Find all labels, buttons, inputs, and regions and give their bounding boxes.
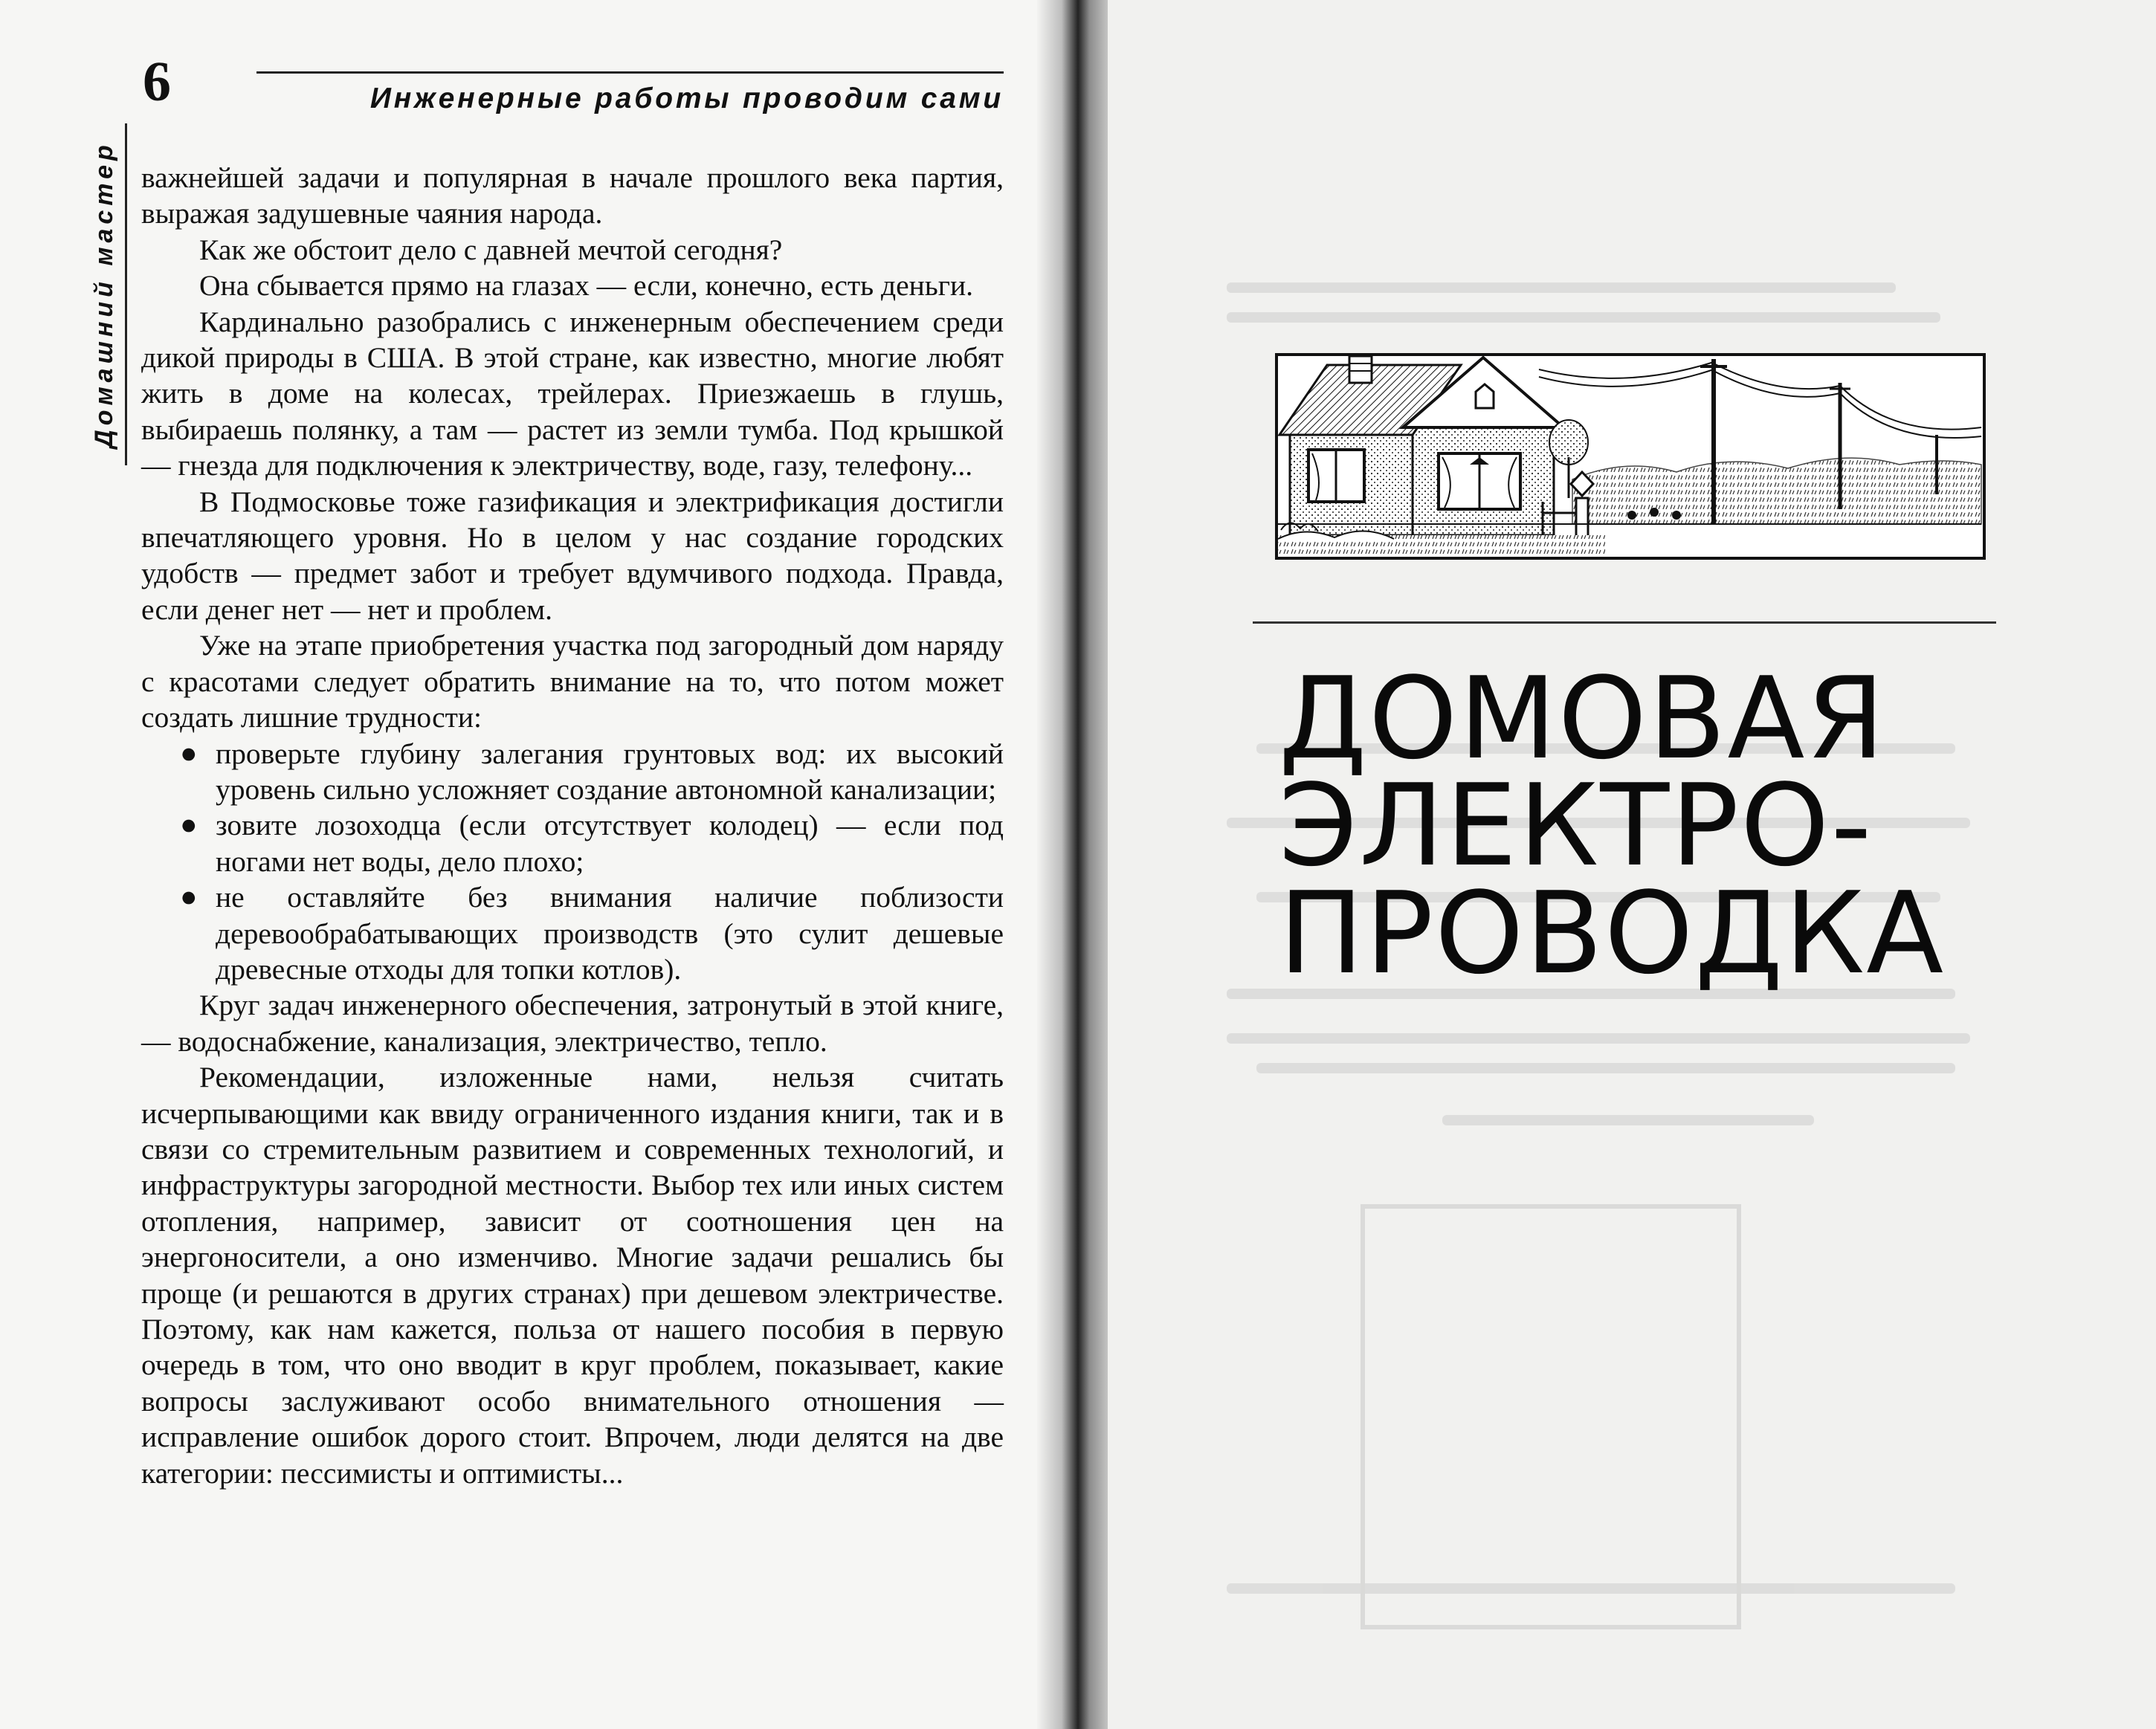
list-item-text: зовите лозоходца (если отсутствует колодец) — если под ногами нет воды, дело плохо; <box>216 809 1004 878</box>
chapter-title-line: ЭЛЕКТРО- <box>1279 760 1873 892</box>
chapter-title <box>1279 653 2097 999</box>
paragraph: важнейшей задачи и популярная в начале прошлого века партия, выражая задушевные чаяния народа. <box>141 161 1004 230</box>
paragraph: В Подмосковье тоже газификация и электрификация достигли впечатляющего уровня. Но в целом у нас создание городских удобств — предмет забот и требует вдумчивого подхода. Правда, если денег нет — нет и проблем. <box>141 485 1004 626</box>
list-item <box>141 879 1004 987</box>
title-rule <box>1253 621 1996 624</box>
ghost-line <box>1442 1115 1814 1125</box>
ghost-line <box>1227 1033 1970 1044</box>
chapter-title-line: ПРОВОДКА <box>1279 867 1946 999</box>
paragraph: Кардинально разобрались с инженерным обеспечением среди дикой природы в США. В этой стране, как известно, многие любят жить в доме на колесах, трейлерах. Приезжаешь в глушь, выбираешь полянку, а там — растет из земли тумба. Под крышкой — гнезда для подключения к электричеству, воде, газу, телефону... <box>141 305 1004 482</box>
running-title: Инженерные работы проводим сами <box>369 83 1004 114</box>
bullet-list <box>141 736 1004 988</box>
body-text <box>141 160 1004 1491</box>
ghost-line <box>1256 1063 1955 1073</box>
ghost-line <box>1227 282 1896 293</box>
chapter-title-line: ДОМОВАЯ <box>1279 653 1887 784</box>
side-label: Домашний мастер <box>90 140 118 448</box>
paragraph: Она сбывается прямо на глазах — если, конечно, есть деньги. <box>199 269 974 303</box>
bullet-icon: ● <box>180 809 198 841</box>
left-page <box>0 0 1063 1729</box>
paragraph: Рекомендации, изложенные нами, нельзя считать исчерпывающими как ввиду ограниченного издания книги, так и в связи со стремительным развитием и современных технологий, и инфраструктуры загородной местности. Выбор тех или иных систем отопления, например, зависит от соотношения цен на энергоносители, а оно изменчиво. Многие задачи решались бы проще (и решаются в других странах) при дешевом электричестве. Поэтому, как нам кажется, польза от нашего пособия в первую очередь в том, что оно вводит в круг проблем, показывает, какие вопросы заслуживают особо внимательного отношения — исправление ошибок дорого стоит. Впрочем, люди делятся на две категории: пессимисты и оптимисты... <box>141 1061 1004 1490</box>
house-with-power-lines-illustration <box>1275 353 1986 560</box>
list-item-text: не оставляйте без внимания наличие поблизости деревообрабатывающих производств (это сулит дешевые древесные отходы для топки котлов). <box>216 881 1004 986</box>
paragraph: Как же обстоит дело с давней мечтой сегодня? <box>199 233 783 266</box>
bullet-icon: ● <box>180 737 198 769</box>
ghost-line <box>1227 312 1940 323</box>
right-page <box>1108 0 2156 1729</box>
page-number: 6 <box>143 51 171 113</box>
book-gutter <box>1037 0 1119 1729</box>
list-item <box>141 736 1004 808</box>
side-rule <box>125 123 127 465</box>
header-rule <box>256 71 1004 74</box>
list-item <box>141 807 1004 879</box>
paragraph: Круг задач инженерного обеспечения, затронутый в этой книге, — водоснабжение, канализация, электричество, тепло. <box>141 989 1004 1058</box>
list-item-text: проверьте глубину залегания грунтовых вод: их высокий уровень сильно усложняет создание автономной канализации; <box>216 737 1004 806</box>
paragraph: Уже на этапе приобретения участка под загородный дом наряду с красотами следует обратить внимание на то, что потом может создать лишние трудности: <box>141 629 1004 734</box>
ghost-frame <box>1361 1204 1741 1629</box>
bullet-icon: ● <box>180 881 198 914</box>
